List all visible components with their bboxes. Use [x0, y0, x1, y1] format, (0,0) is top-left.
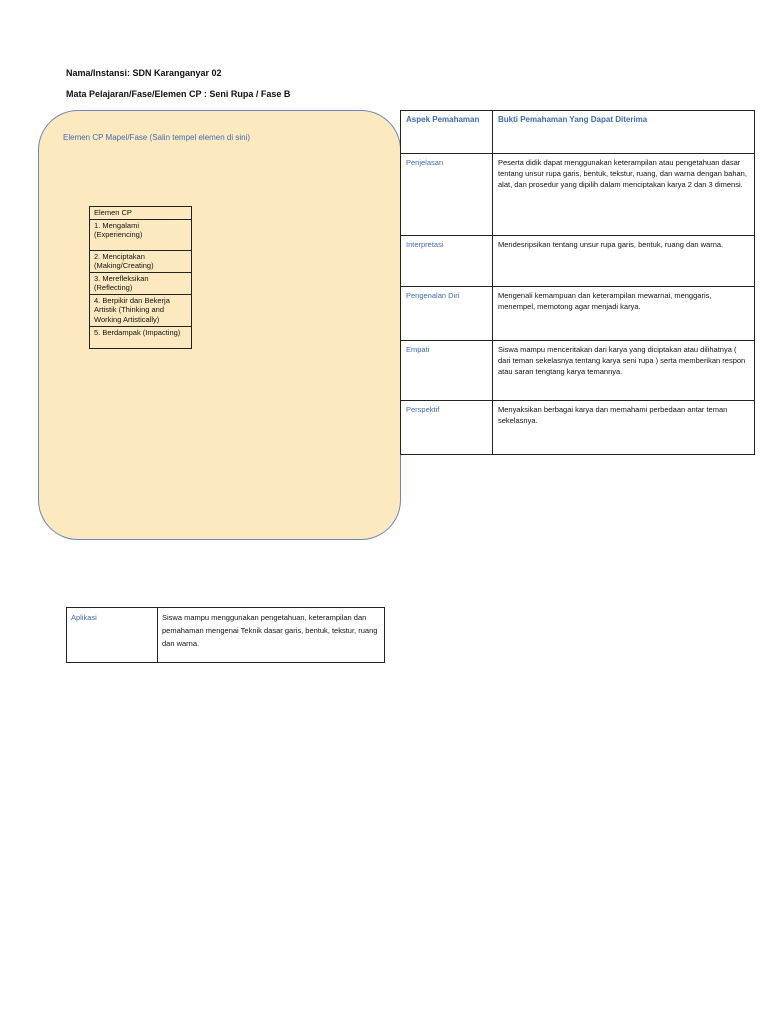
elemen-item: 4. Berpikir dan Bekerja Artistik (Thinking and Working Artistically): [90, 294, 192, 326]
elemen-item: 5. Berdampak (Impacting): [90, 326, 192, 348]
aspek-cell: Pengenalan Diri: [401, 287, 493, 341]
bukti-header: Bukti Pemahaman Yang Dapat Diterima: [493, 111, 755, 154]
aspek-cell: Empati: [401, 341, 493, 401]
aspek-pemahaman-table: [400, 110, 755, 455]
bukti-cell: Menyaksikan berbagai karya dan memahami perbedaan antar teman sekelasnya.: [493, 401, 755, 455]
bukti-cell: Mengenali kemampuan dan keterampilan mewarnai, menggaris, menempel, memotong agar menjadi karya.: [493, 287, 755, 341]
aplikasi-table: [66, 607, 385, 663]
bukti-cell: Mendesripsikan tentang unsur rupa garis, bentuk, ruang dan warna.: [493, 236, 755, 287]
elemen-item: 3. Merefleksikan (Reflecting): [90, 272, 192, 294]
aspek-header: Aspek Pemahaman: [401, 111, 493, 154]
mata-pelajaran: Mata Pelajaran/Fase/Elemen CP : Seni Rupa / Fase B: [66, 89, 291, 99]
elemen-item: 1. Mengalami (Experiencing): [90, 219, 192, 250]
nama-instansi: Nama/Instansi: SDN Karanganyar 02: [66, 68, 222, 78]
elemen-cp-box: [38, 110, 401, 540]
elemen-cp-header: Elemen CP: [90, 207, 192, 220]
aspek-cell: Interpretasi: [401, 236, 493, 287]
aplikasi-text: Siswa mampu menggunakan pengetahuan, keterampilan dan pemahaman mengenai Teknik dasar garis, bentuk, tekstur, ruang dan warna.: [158, 608, 385, 663]
aspek-cell: Penjelasan: [401, 154, 493, 236]
bukti-cell: Siswa mampu menceritakan dari karya yang diciptakan atau dilihatnya ( dari teman sekelasnya tentang karya seni rupa ) serta memberikan respon atau saran tengtang karya temannya.: [493, 341, 755, 401]
elemen-cp-table: [89, 206, 192, 349]
aspek-cell: Perspektif: [401, 401, 493, 455]
elemen-item: 2. Menciptakan (Making/Creating): [90, 250, 192, 272]
elemen-cp-title: Elemen CP Mapel/Fase (Salin tempel elemen di sini): [63, 133, 251, 142]
bukti-cell: Peserta didik dapat menggunakan keterampilan atau pengetahuan dasar tentang unsur rupa garis, bentuk, tekstur, ruang, dan warna dengan bahan, alat, dan prosedur yang dipilih dalam menciptakan karya 2 dan 3 dimensi.: [493, 154, 755, 236]
aplikasi-label: Aplikasi: [67, 608, 158, 663]
